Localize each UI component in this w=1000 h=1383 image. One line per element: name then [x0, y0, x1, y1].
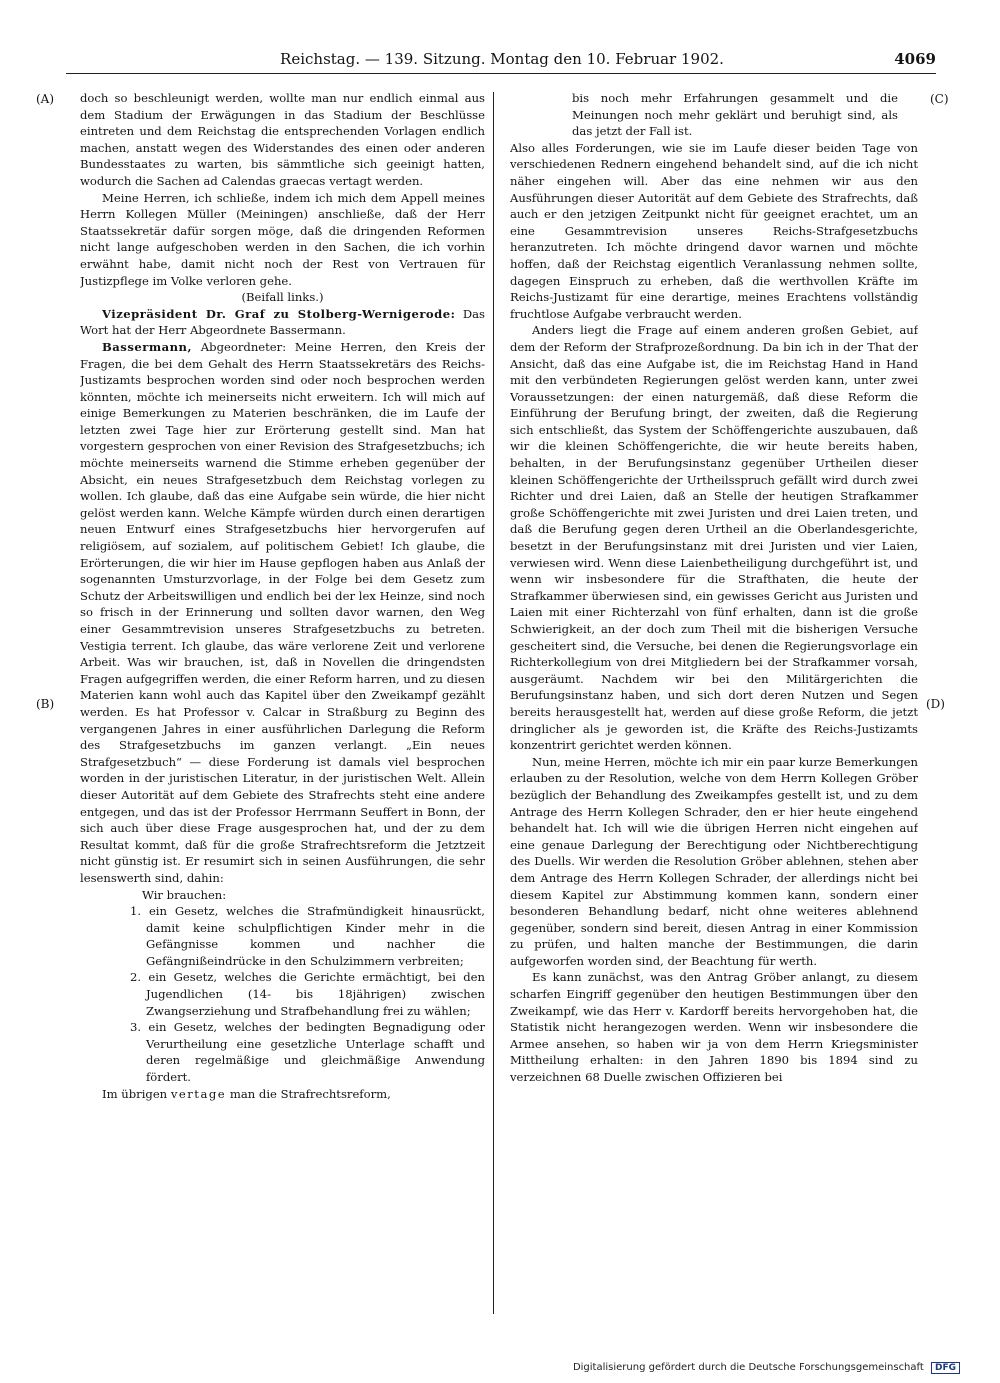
left-column — [80, 90, 485, 1320]
margin-marker-c: (C) — [930, 92, 949, 106]
list-item: 1. ein Gesetz, welches die Strafmündigkeit hinausrückt, damit keine schulpflichtigen Kinder mehr in die Gefängnisse kommen und nachher die Gefängnißeindrücke in den Schulzimmern verbreiten; — [130, 904, 485, 968]
quote-heading: Wir brauchen: — [142, 887, 227, 902]
header-rule — [66, 73, 936, 74]
footer-text: Digitalisierung gefördert durch die Deutsche Forschungsgemeinschaft — [572, 1362, 924, 1373]
paragraph: doch so beschleunigt werden, wollte man nur endlich einmal aus dem Stadium der Erwägungen in das Stadium der Beschlüsse eintreten und dem Reichstag die entsprechenden Vorlagen endlich machen, anstatt wegen des Widerstandes des einen oder anderen Bundesstaates zu warten, bis sämmtliche sich geeinigt hatten, wodurch die Sachen ad Calendas graecas vertagt werden. — [80, 91, 485, 188]
paragraph: Anders liegt die Frage auf einem anderen großen Gebiet, auf dem der Reform der Strafprozeßordnung. Da bin ich in der That der Ansicht, daß das eine Aufgabe ist, die im Reichstag Hand in Hand mit den verbündeten Regierungen gelöst werden kann, unter zwei Voraussetzungen: der einen naturgemäß, daß diese Reform die Einführung der Berufung bringt, der zweiten, daß die Regierung sich entschließt, das System der Schöffengerichte auszubauen, daß wir die kleinen Schöffengerichte, die wir heute bereits haben, behalten, in der Berufungsinstanz gegenüber Urtheilen dieser kleinen Schöffengerichte der Urtheilsspruch gefällt wird durch zwei Richter und drei Laien, daß an Stelle der heutigen Strafkammer große Schöffengerichte mit zwei Juristen und drei Laien treten, und daß die Berufung gegen deren Urtheil an die Oberlandesgerichte, besetzt in der Berufungsinstanz mit drei Juristen und vier Laien, verwiesen wird. Wenn diese Laienbetheiligung durchgeführt ist, und wenn wir insbesondere für die Strafthaten, die heute der Strafkammer überwiesen sind, ein gewisses Gericht aus Juristen und Laien mit einer Richterzahl von fünf erhalten, dann ist die große Schwierigkeit, an der doch zum Theil mit die bisherigen Versuche gescheitert sind, die Versuche, bei denen die Regierungsvorlage ein Richterkollegium von drei Mitgliedern bei der Strafkammer vorsah, ausgeräumt. Nachdem wir bei den Militärgerichten die Berufungsinstanz haben, und sich dort deren Nutzen und Segen bereits herausgestellt hat, werden auf diese große Reform, die jetzt dringlicher als je geworden ist, die Kräfte des Reichs-Justizamts konzentrirt gerichtet werden können. — [510, 323, 918, 753]
margin-marker-d: (D) — [926, 697, 945, 711]
speaker-text: Das Wort hat der Herr Abgeordnete Bassermann. — [80, 306, 485, 338]
list-item: 2. ein Gesetz, welches die Gerichte ermächtigt, bei den Jugendlichen (14- bis 18jährigen) zwischen Zwangserziehung und Strafbehandlung frei zu wählen; — [130, 970, 485, 1018]
speaker-paragraph — [80, 339, 485, 887]
paragraph: Also alles Forderungen, wie sie im Laufe dieser beiden Tage von verschiedenen Rednern eingehend behandelt sind, auf die ich nicht näher eingehen will. Aber das eine nehmen wir aus den Ausführungen dieser Autorität auf dem Gebiete des Strafrechts, daß auch er den jetzigen Zeitpunkt nicht für geeignet erachtet, um an eine Gesammtrevision unseres Reichs-Strafgesetzbuchs heranzutreten. Ich möchte dringend davor warnen und möchte hoffen, daß der Reichstag eigentlich Veranlassung nehmen sollte, dagegen Einspruch zu erheben, daß die werthvollen Kräfte im Reichs-Justizamt für eine derartige, meines Erachtens vollständig fruchtlose Aufgabe verbraucht werden. — [510, 140, 918, 321]
digitization-footer — [573, 1362, 960, 1374]
spaced-emphasis: vertage — [170, 1086, 227, 1101]
paragraph: Nun, meine Herren, möchte ich mir ein paar kurze Bemerkungen erlauben zu der Resolution, welche von dem Herrn Kollegen Gröber bezüglich der Behandlung des Zweikampfes gestellt ist, und zu dem Antrage des Herrn Kollegen Schrader, den er hier heute eingehend behandelt hat. Ich will wie die übrigen Herren nicht eingehen auf eine genaue Darlegung der Berechtigung oder Nichtberechtigung des Duells. Wir werden die Resolution Gröber ablehnen, stehen aber dem Antrage des Herrn Kollegen Schrader, der allerdings nicht bei diesem Kapitel zur Abstimmung kommen kann, sondern einer besonderen Behandlung bedarf, nicht ohne weiteres ablehnend gegenüber, sondern sind bereit, diesen Antrag in einer Kommission zu prüfen, und halten manche der Bestimmungen, die darin aufgeworfen worden sind, der Beachtung für werth. — [510, 754, 918, 968]
dfg-logo: DFG — [931, 1362, 960, 1374]
paragraph: Meine Herren, ich schließe, indem ich mich dem Appell meines Herrn Kollegen Müller (Meiningen) anschließe, daß der Herr Staatssekretär dafür sorgen möge, daß die dringenden Reformen nicht lange aufgeschoben werden in den Sachen, die ich vorhin erwähnt habe, damit nicht noch der Rest von Vertrauen für Justizpflege im Volke verloren gehe. — [80, 190, 485, 288]
page-header — [68, 50, 936, 72]
quote-continuation: bis noch mehr Erfahrungen gesammelt und die Meinungen noch mehr geklärt und beruhigt sind, als das jetzt der Fall ist. — [572, 91, 898, 139]
paragraph — [80, 1086, 485, 1103]
running-title: Reichstag. — 139. Sitzung. Montag den 10. Februar 1902. — [280, 50, 724, 68]
speaker-name: Vizepräsident Dr. Graf zu Stolberg-Wernigerode: — [102, 306, 456, 321]
text-span: Im übrigen — [102, 1086, 168, 1101]
text-span: man die Strafrechtsreform, — [229, 1086, 391, 1101]
column-divider — [493, 92, 494, 1314]
speaker-name: Bassermann, — [102, 339, 193, 354]
speaker-paragraph — [80, 306, 485, 339]
speaker-text: Abgeordneter: Meine Herren, den Kreis der Fragen, die bei dem Gehalt des Herrn Staatssekretärs des Reichs-Justizamts besprochen worden sind oder noch besprochen werden könnten, möchte ich meinerseits nicht erweitern. Ich will mich auf einige Bemerkungen zu Materien beschränken, die im Laufe der letzten zwei Tage hier zur Erörterung gestellt sind. Man hat vorgestern gesprochen von einer Revision des Strafgesetzbuchs; ich möchte meinerseits warnend die Stimme erheben gegenüber der Absicht, ein neues Strafgesetzbuch dem Reichstag vorlegen zu wollen. Ich glaube, daß das eine Aufgabe sein würde, die hier nicht gelöst werden kann. Welche Kämpfe würden durch einen derartigen neuen Entwurf eines Strafgesetzbuchs hier hervorgerufen auf religiösem, auf sozialem, auf politischem Gebiet! Ich glaube, die Erörterungen, die wir hier im Hause gepflogen haben aus Anlaß der sogenannten Umsturzvorlage, in der Folge bei dem Gesetz zum Schutz der Arbeitswilligen und endlich bei der lex Heinze, sind noch so frisch in der Erinnerung und sollten davor warnen, den Weg einer Gesammtrevision unseres Strafgesetzbuchs zu betreten. Vestigia terrent. Ich glaube, das wäre verlorene Zeit und verlorene Arbeit. Was wir brauchen, ist, daß in Novellen die dringendsten Fragen aufgegriffen werden, die einer Reform harren, und zu diesen Materien kann wohl auch das Kapitel über den Zweikampf gezählt werden. Es hat Professor v. Calcar in Straßburg zu Beginn des vergangenen Jahres in einer ausführlichen Darlegung die Reform des Strafgesetzbuchs im ganzen verlangt. „Ein neues Strafgesetzbuch“ — diese Forderung ist damals viel besprochen worden in der juristischen Literatur, in der juristischen Welt. Allein dieser Autorität auf dem Gebiete des Strafrechts steht eine andere entgegen, und das ist der Professor Herrmann Seuffert in Bonn, der sich auch über diese Frage ausgesprochen hat, und der zu dem Resultat kommt, daß für die große Strafrechtsreform die Jetztzeit nicht günstig ist. Er resumirt sich in seinen Ausführungen, die sehr lesenswerth sind, dahin: — [80, 339, 485, 885]
margin-marker-a: (A) — [36, 92, 55, 106]
page-number: 4069 — [894, 50, 936, 68]
right-column — [510, 90, 918, 1320]
applause-note: (Beifall links.) — [241, 290, 324, 305]
list-item: 3. ein Gesetz, welches der bedingten Begnadigung oder Verurtheilung eine gesetzliche Unterlage schafft und deren regelmäßige und gleichmäßige Anwendung fördert. — [130, 1020, 485, 1085]
margin-marker-b: (B) — [36, 697, 55, 711]
paragraph: Es kann zunächst, was den Antrag Gröber anlangt, zu diesem scharfen Eingriff gegenüber den heutigen Bestimmungen über den Zweikampf, wie das Herr v. Kardorff bereits hervorgehoben hat, die Statistik nicht herangezogen werden. Wenn wir insbesondere die Armee ansehen, so haben wir ja von dem Herrn Kriegsminister Mittheilung erhalten: in den Jahren 1890 bis 1894 sind zu verzeichnen 68 Duelle zwischen Offizieren bei — [510, 970, 918, 1085]
